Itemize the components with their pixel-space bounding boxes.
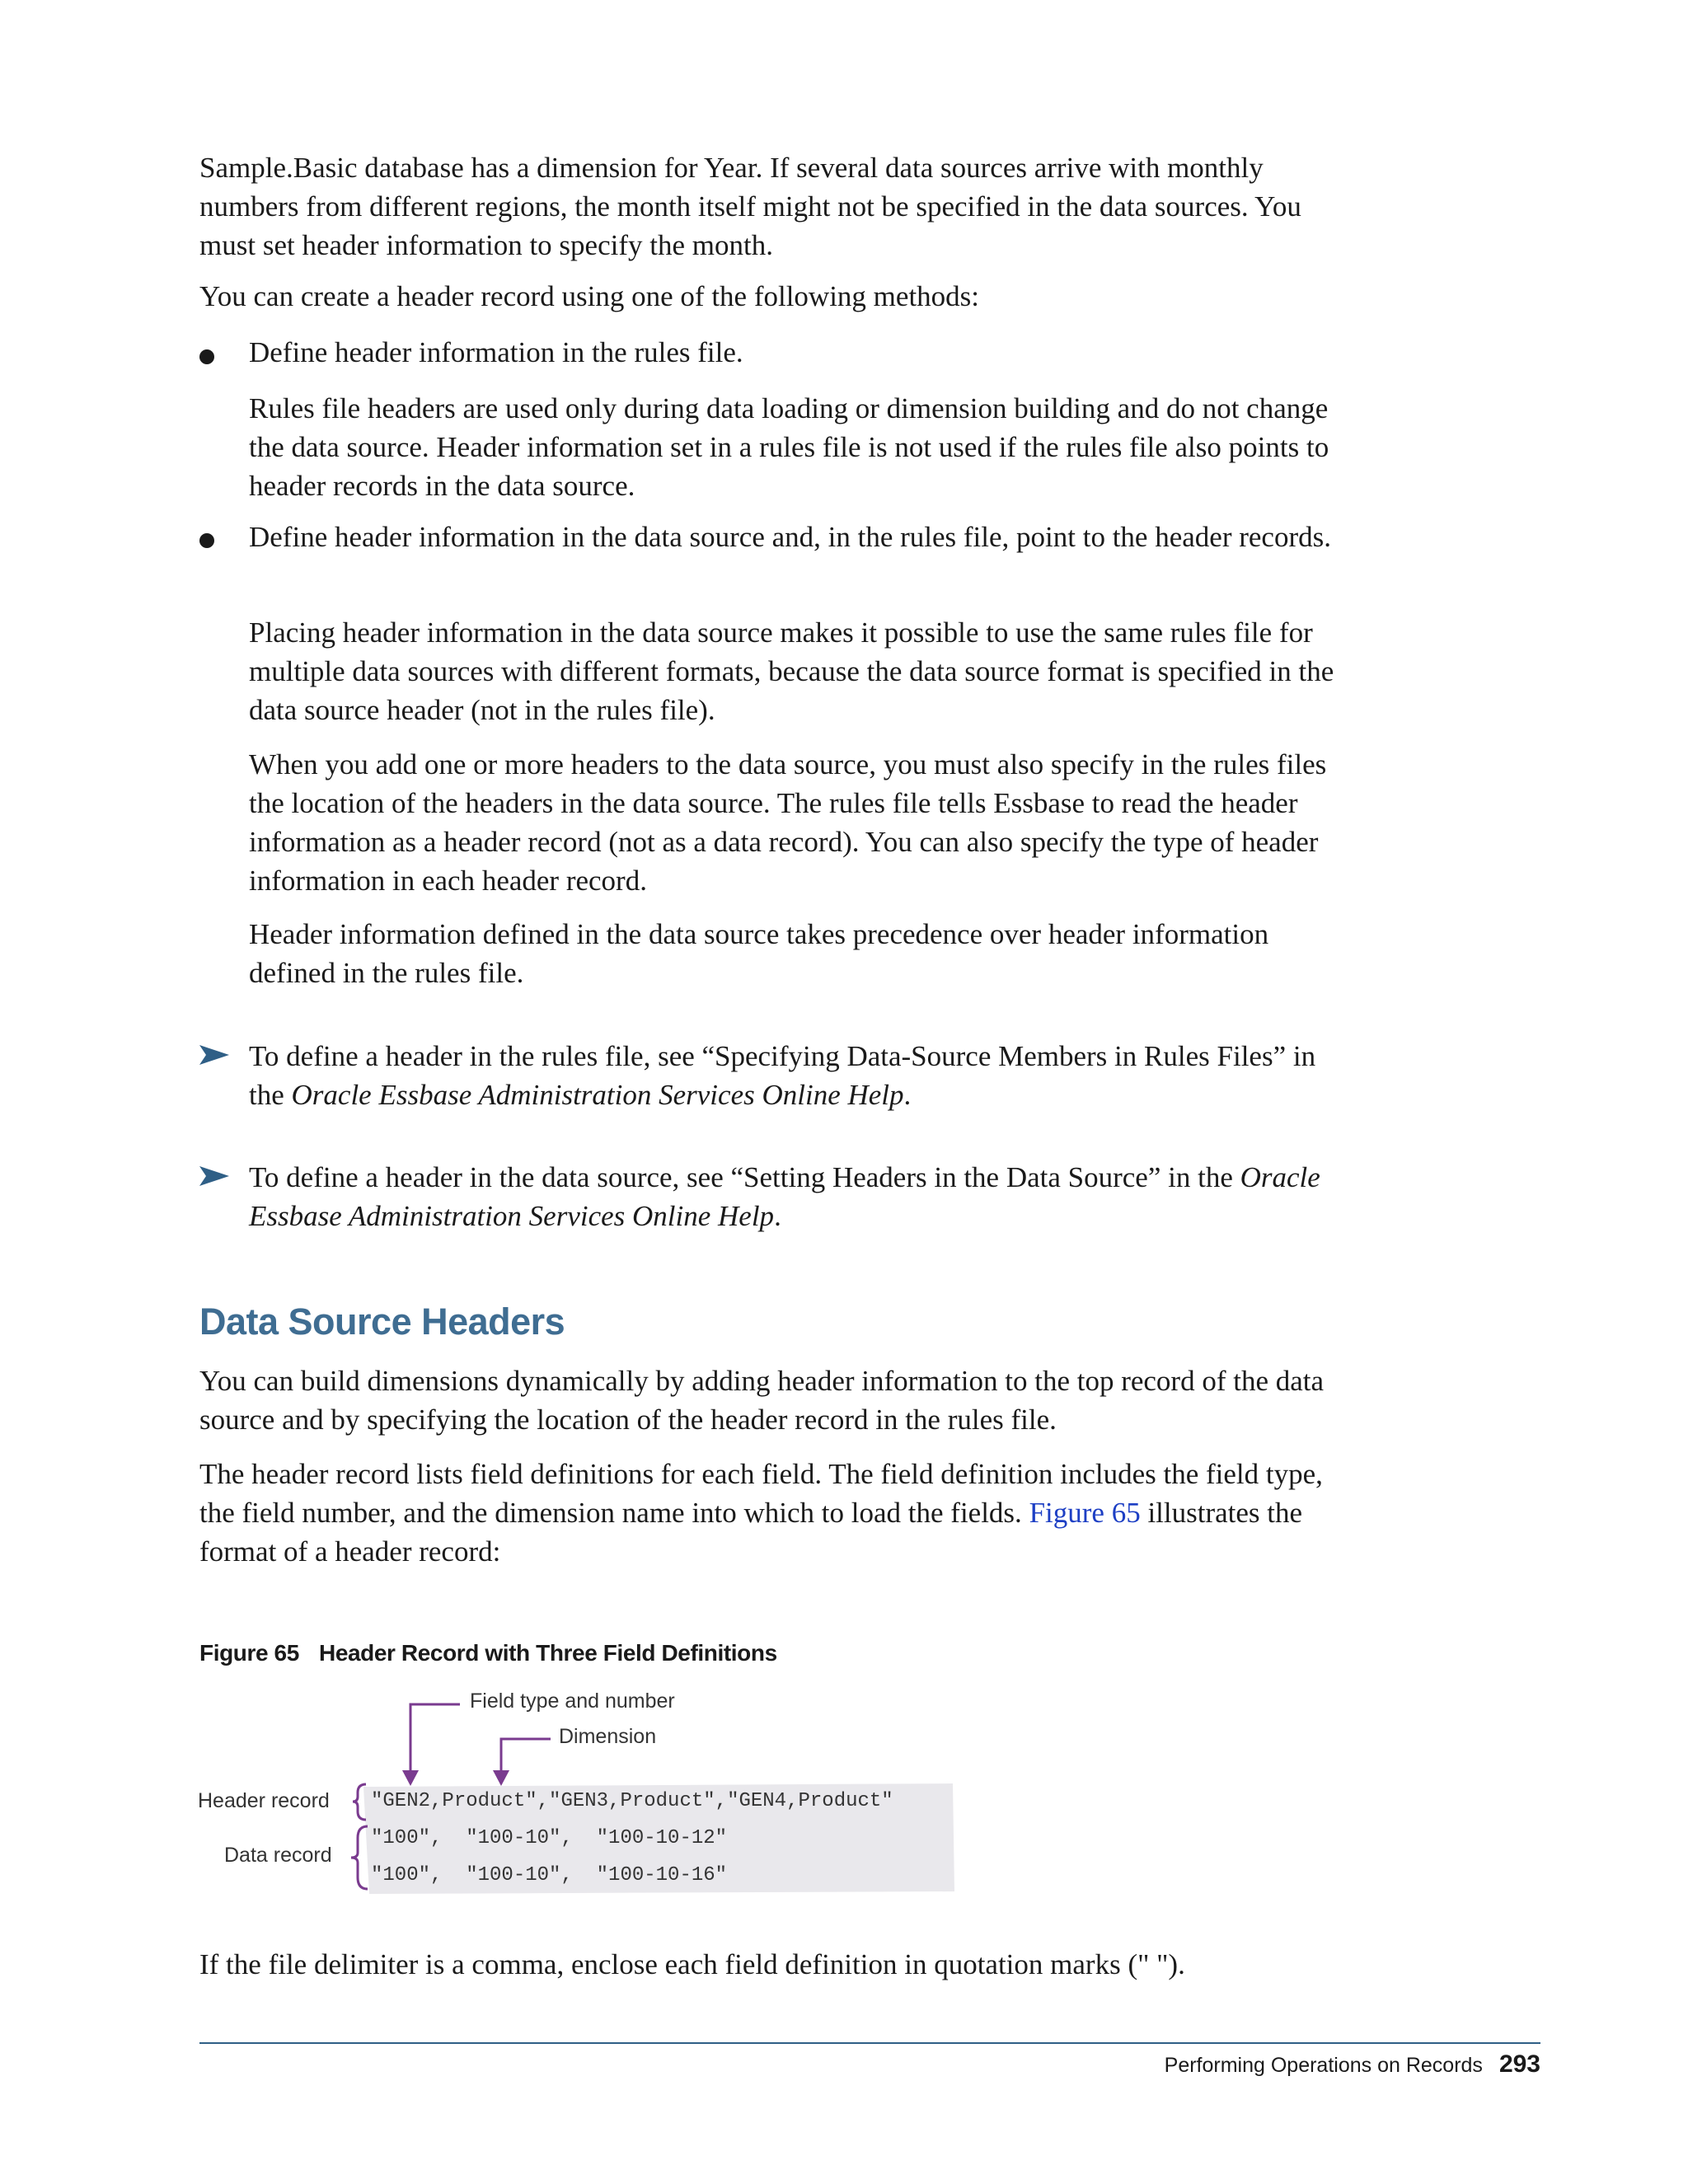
procedure-text: To define a header in the data source, see “Setting Headers in the Data Source” in the (249, 1161, 1233, 1193)
dimension-label: Dimension (559, 1725, 657, 1748)
data-record-code: "100", "100-10", "100-10-12" (371, 1827, 728, 1849)
bullet-icon (199, 533, 214, 548)
procedure-data-source (249, 1158, 1349, 1235)
intro-paragraph: Sample.Basic database has a dimension for Year. If several data sources arrive with monthly numbers from different regions, the month itself might not be specified in the data sources. You must set header information to specify the month. (199, 152, 1301, 261)
procedure-end: . (903, 1079, 912, 1111)
section-paragraph: You can build dimensions dynamically by adding header information to the top record of the data source and by specifying the location of the header record in the rules file. (199, 1365, 1325, 1436)
field-type-arrow-icon (410, 1704, 460, 1772)
section-paragraph-figure-ref (199, 1455, 1349, 1571)
procedure-reference: Oracle Essbase Administration Services Online Help (291, 1079, 904, 1111)
bullet-icon (199, 349, 214, 364)
closing-paragraph: If the file delimiter is a comma, enclose each field definition in quotation marks (" "). (199, 1948, 1185, 1980)
paragraph-text: The header record lists field definitions for each field. The field definition includes the field type, the field number, and the dimension name into which to load the fields. (199, 1458, 1323, 1529)
data-record-code: "100", "100-10", "100-10-16" (371, 1864, 728, 1886)
figure-title: Header Record with Three Field Definitions (319, 1640, 777, 1666)
bullet-detail-paragraph: When you add one or more headers to the data source, you must also specify in the rules files the location of the headers in the data source. The rules file tells Essbase to read the header information as a header record (not as a data record). You can also specify the type of header information in each header record. (249, 748, 1327, 897)
header-record-label: Header record (198, 1789, 330, 1812)
procedure-rules-file (249, 1037, 1349, 1114)
data-record-brace-icon (351, 1826, 368, 1889)
paragraph-text: illustrates the format of a header record: (199, 1497, 1303, 1568)
procedure-text: To define a header in the rules file, see “Specifying Data-Source Members in Rules Files” in the (249, 1040, 1316, 1111)
procedure-reference: Oracle Essbase Administration Services Online Help (249, 1161, 1320, 1232)
page-footer (1165, 2050, 1540, 2079)
procedure-arrow-icon (198, 1164, 231, 1188)
methods-lead-paragraph: You can create a header record using one of the following methods: (199, 280, 980, 312)
figure-number: Figure 65 (199, 1640, 299, 1666)
bullet-item-data-source: Define header information in the data source and, in the rules file, point to the header records. (249, 521, 1331, 553)
bullet-item-rules-file: Define header information in the rules file. (249, 336, 743, 368)
figure-65-link[interactable]: Figure 65 (1029, 1497, 1141, 1529)
bullet-detail-paragraph: Header information defined in the data source takes precedence over header information defined in the rules file. (249, 918, 1269, 989)
procedure-arrow-icon (198, 1043, 231, 1067)
bullet-detail-paragraph: Placing header information in the data source makes it possible to use the same rules file for multiple data sources with different formats, because the data source format is specified in the data source header (not in the rules file). (249, 616, 1334, 726)
field-type-label: Field type and number (470, 1690, 675, 1713)
footer-rule (199, 2042, 1540, 2044)
header-record-figure (195, 1681, 969, 1904)
figure-caption (199, 1640, 777, 1666)
page-number: 293 (1498, 2050, 1540, 2078)
bullet-detail-rules-file: Rules file headers are used only during data loading or dimension building and do not change the data source. Header information set in a rules file is not used if the rules file also points to header records in the data source. (249, 392, 1329, 502)
dimension-arrow-icon (501, 1739, 551, 1772)
header-record-code: "GEN2,Product","GEN3,Product","GEN4,Product" (371, 1790, 893, 1812)
section-heading: Data Source Headers (199, 1301, 565, 1343)
data-record-label: Data record (224, 1844, 332, 1867)
procedure-end: . (774, 1200, 781, 1232)
footer-section-title: Performing Operations on Records (1164, 2054, 1483, 2077)
